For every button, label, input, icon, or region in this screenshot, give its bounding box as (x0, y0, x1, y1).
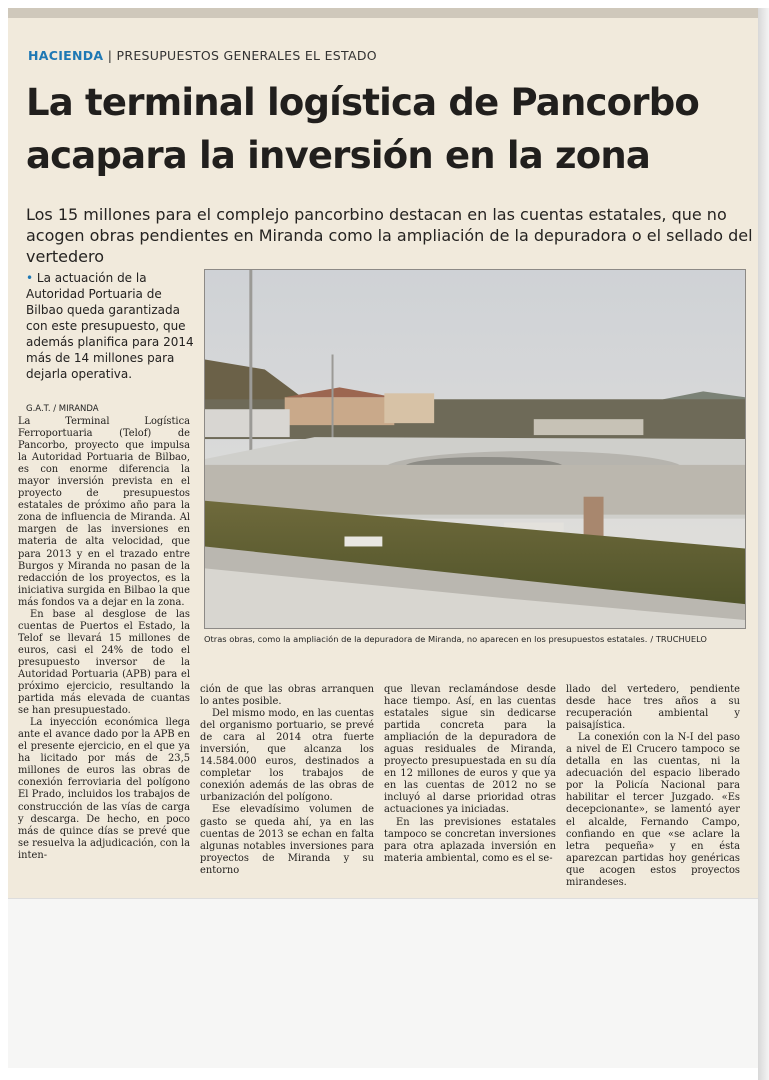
column-1-paragraph-1: La Terminal Logística Ferroportuaria (Telof) de Pancorbo, proyecto que impulsa la Autoridad Portuaria de Bilbao, es con enorme diferencia la mayor inversión prevista en el proyecto de presupuestos estatales de próximo año para la zona de influencia de Miranda. Al margen de las inversiones en materia de alta velocidad, que para 2013 y en el trazado entre Burgos y Miranda no pasan de la redacción de los proyectos, es la iniciativa surgida en Bilbao la que más fondos va a dejar en la zona. (18, 416, 190, 608)
column-2-paragraph-3: Ese elevadísimo volumen de gasto se queda ahí, ya en las cuentas de 2013 se echan en falta algunas notables inversiones para proyectos de Miranda y su entorno (200, 804, 374, 876)
blank-scan-area (8, 898, 758, 1068)
article-column-1 (18, 416, 190, 862)
column-1-paragraph-2: En base al desglose de las cuentas de Puertos el Estado, la Telof se llevará 15 millones de euros, casi el 24% de todo el presupuesto inversor de la Autoridad Portuaria (APB) para el próximo ejercicio, resultando la partida más elevada de cuantas se han presupuestado. (18, 608, 190, 717)
section-category: HACIENDA (28, 48, 104, 63)
column-3-paragraph-2: En las previsiones estatales tampoco se concretan inversiones para otra aplazada inversión en materia ambiental, como es el se- (384, 816, 556, 864)
headline: La terminal logística de Pancorbo acapara la inversión en la zona (26, 81, 700, 177)
section-header (28, 48, 377, 63)
callout-text: La actuación de la Autoridad Portuaria de Bilbao queda garantizada con este presupuesto, que además planifica para 2014 más de 14 millones para dejarla operativa. (26, 271, 194, 381)
section-separator: | (107, 48, 113, 63)
byline: G.A.T. / MIRANDA (26, 404, 99, 414)
newspaper-clipping (8, 8, 758, 898)
column-4-paragraph-1: llado del vertedero, pendiente desde hace tres años a su recuperación ambiental y paisajística. (566, 684, 740, 732)
column-4-paragraph-2: La conexión con la N-I del paso a nivel de El Crucero tampoco se detalla en las cuentas, ni la adecuación del espacio liberado por la Policía Nacional para habilitar el tercer Juzgado. «Es decepcionante», se lamentó ayer el alcalde, Fernando Campo, confiando en que «se aclare la letra pequeña» y en ésta aparezcan partidas hoy genéricas que acogen estos proyectos mirandeses. (566, 732, 740, 888)
column-2-paragraph-2: Del mismo modo, en las cuentas del organismo portuario, se prevé de cara al 2014 otra fuerte inversión, que alcanza los 14.584.000 euros, destinados a completar los trabajos de conexión además de las obras de urbanización del polígono. (200, 708, 374, 804)
section-subcategory: PRESUPUESTOS GENERALES EL ESTADO (116, 48, 377, 63)
photo-caption-text: Otras obras, como la ampliación de la depuradora de Miranda, no aparecen en los presupuestos estatales. (204, 634, 648, 644)
callout-summary (26, 270, 196, 382)
photo-caption (204, 633, 752, 645)
photo-water-treatment-plant (204, 269, 746, 629)
article-column-3 (384, 684, 556, 865)
column-3-paragraph-1: que llevan reclamándose desde hace tiempo. Así, en las cuentas estatales sigue sin dedicarse partida concreta para la ampliación de la depuradora de aguas residuales de Miranda, proyecto presupuestada en su día en 12 millones de euros y que ya en las cuentas de 2012 no se incluyó al darse prioridad otras actuaciones ya iniciadas. (384, 684, 556, 816)
callout-bullet: • (26, 271, 34, 285)
column-2-paragraph-1: ción de que las obras arranquen lo antes posible. (200, 684, 374, 708)
column-1-paragraph-3: La inyección económica llega ante el avance dado por la APB en el presente ejercicio, en el que ya ha licitado por más de 23,5 millones de euros las obras de conexión ferroviaria del polígono El Prado, incluidos los trabajos de construcción de las vías de carga y descarga. De hecho, en poco más de quince días se prevé que se resuelva la adjudicación, con la inten- (18, 717, 190, 861)
scan-edge-shadow (758, 8, 769, 1080)
photo-credit: / TRUCHUELO (650, 634, 707, 644)
subheadline: Los 15 millones para el complejo pancorbino destacan en las cuentas estatales, que no acogen obras pendientes en Miranda como la ampliación de la depuradora o el sellado del vertedero (26, 205, 753, 266)
article-column-2 (200, 684, 374, 877)
article-column-4 (566, 684, 740, 889)
